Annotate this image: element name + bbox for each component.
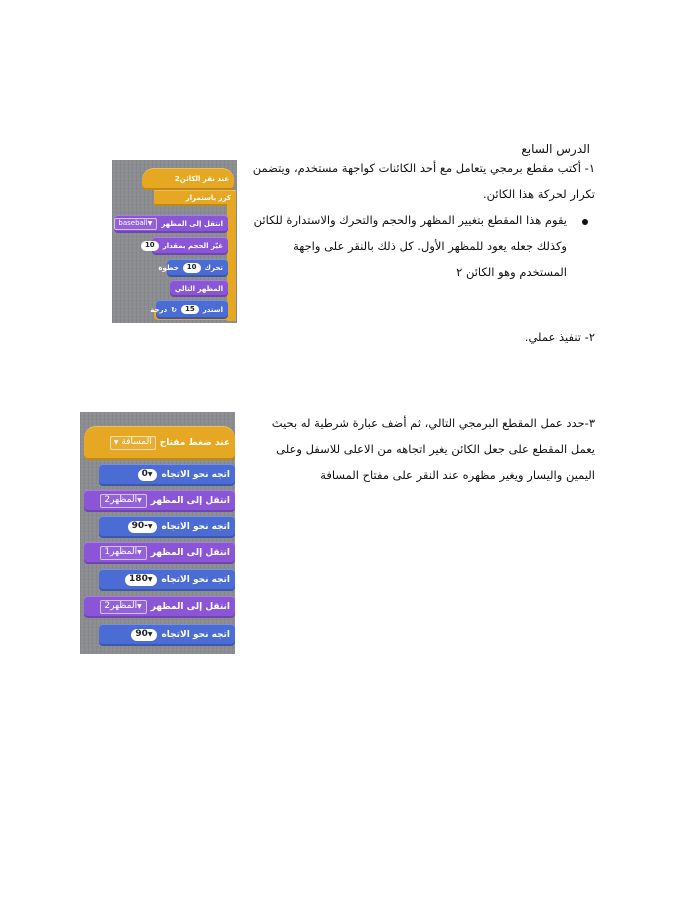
switch-costume-label: انتقل إلى المظهر <box>150 548 230 558</box>
costume-dropdown-3[interactable]: ▼المظهر2 <box>100 600 146 614</box>
scratch-script-1 <box>112 160 237 323</box>
move-label: تحرك <box>204 264 223 272</box>
point-direction-block-3[interactable] <box>99 569 235 591</box>
point-direction-block-1[interactable] <box>99 464 235 486</box>
dropdown-arrow-icon: ▼ <box>147 220 153 228</box>
size-input[interactable]: 10 <box>141 241 159 250</box>
direction-input-1[interactable]: ▼0 <box>138 469 158 481</box>
point-direction-block-4[interactable] <box>99 624 235 646</box>
forever-block[interactable] <box>154 190 236 206</box>
point-direction-label: اتجه نحو الاتجاه <box>161 470 230 480</box>
dropdown-arrow-icon: ▼ <box>147 576 153 584</box>
next-costume-block[interactable] <box>170 280 228 297</box>
turn-label: استدر <box>202 305 223 314</box>
task-1-text: ١- أكتب مقطع برمجي يتعامل مع أحد الكائنات كواجهة مستخدم، ويتضمن تكرار لحركة هذا الكائن. <box>252 161 595 201</box>
switch-costume-label: انتقل إلى المظهر <box>150 602 230 612</box>
bullet-icon <box>582 219 588 225</box>
degrees-label: درجة <box>150 305 168 314</box>
move-steps-block[interactable] <box>158 259 228 277</box>
costume-dropdown-1[interactable]: ▼المظهر2 <box>100 494 146 508</box>
hat-label: عند نقر الكائن2 <box>174 175 229 183</box>
dropdown-arrow-icon: ▼ <box>113 439 121 447</box>
costume-dropdown-2[interactable]: ▼المظهر1 <box>100 546 146 560</box>
dropdown-arrow-icon: ▼ <box>137 549 142 557</box>
when-sprite-clicked-block[interactable] <box>142 168 234 190</box>
turn-degrees-block[interactable] <box>150 300 228 319</box>
dropdown-arrow-icon: ▼ <box>137 603 142 611</box>
key-pressed-label: عند ضغط مفتاح <box>159 438 230 448</box>
direction-input-2[interactable]: ▼-90 <box>128 521 158 533</box>
point-direction-block-2[interactable] <box>99 516 235 538</box>
switch-costume-block-2[interactable] <box>84 542 235 564</box>
switch-costume-block-1[interactable] <box>84 490 235 512</box>
next-costume-label: المظهر التالي <box>174 284 223 293</box>
task-2-text: ٢- تنفيذ عملي. <box>524 330 595 344</box>
dropdown-arrow-icon: ▼ <box>147 523 153 531</box>
move-steps-input[interactable]: 10 <box>183 263 201 272</box>
dropdown-arrow-icon: ▼ <box>147 471 153 479</box>
switch-costume-block-3[interactable] <box>84 596 235 618</box>
when-key-pressed-block[interactable] <box>84 426 235 460</box>
turn-degrees-input[interactable]: 15 <box>181 305 199 314</box>
direction-input-3[interactable]: ▼180 <box>125 574 157 586</box>
bullet-text: يقوم هذا المقطع بتغيير المظهر والحجم والتحرك والاستدارة للكائن وكذلك جعله يعود للمظهر الأول. كل ذلك بالنقر على واجهة المستخدم وهو الكائن ٢ <box>253 213 567 279</box>
scratch-script-2 <box>80 412 235 654</box>
key-dropdown[interactable]: المسافة ▼ <box>110 436 156 450</box>
point-direction-label: اتجه نحو الاتجاه <box>161 522 230 532</box>
point-direction-label: اتجه نحو الاتجاه <box>161 575 230 585</box>
direction-input-4[interactable]: ▼90 <box>131 629 157 641</box>
dropdown-arrow-icon: ▼ <box>137 497 142 505</box>
lesson-title: الدرس السابع <box>521 142 590 156</box>
switch-costume-block[interactable] <box>114 215 228 233</box>
task-3-text: ٣-حدد عمل المقطع البرمجي التالي، ثم أضف عبارة شرطية له بحيث يعمل المقطع على جعل الكائن يغير اتجاهه من الاعلى للاسفل وعلى اليمين واليسار ويغير مظهره عند النقر على مفتاح المسافة <box>271 416 595 482</box>
steps-label: خطوة <box>158 264 179 272</box>
dropdown-arrow-icon: ▼ <box>147 631 153 639</box>
forever-block-arm <box>227 204 236 321</box>
change-size-block[interactable] <box>144 237 228 255</box>
switch-costume-label: انتقل إلى المظهر <box>150 496 230 506</box>
rotate-right-icon: ↻ <box>171 305 178 314</box>
change-size-label: غيّر الحجم بمقدار <box>162 242 223 250</box>
switch-costume-label: انتقل إلى المظهر <box>161 220 223 228</box>
forever-label: كرر باستمرار <box>185 194 231 202</box>
point-direction-label: اتجه نحو الاتجاه <box>161 630 230 640</box>
costume-dropdown[interactable]: ▼baseball <box>114 218 157 229</box>
